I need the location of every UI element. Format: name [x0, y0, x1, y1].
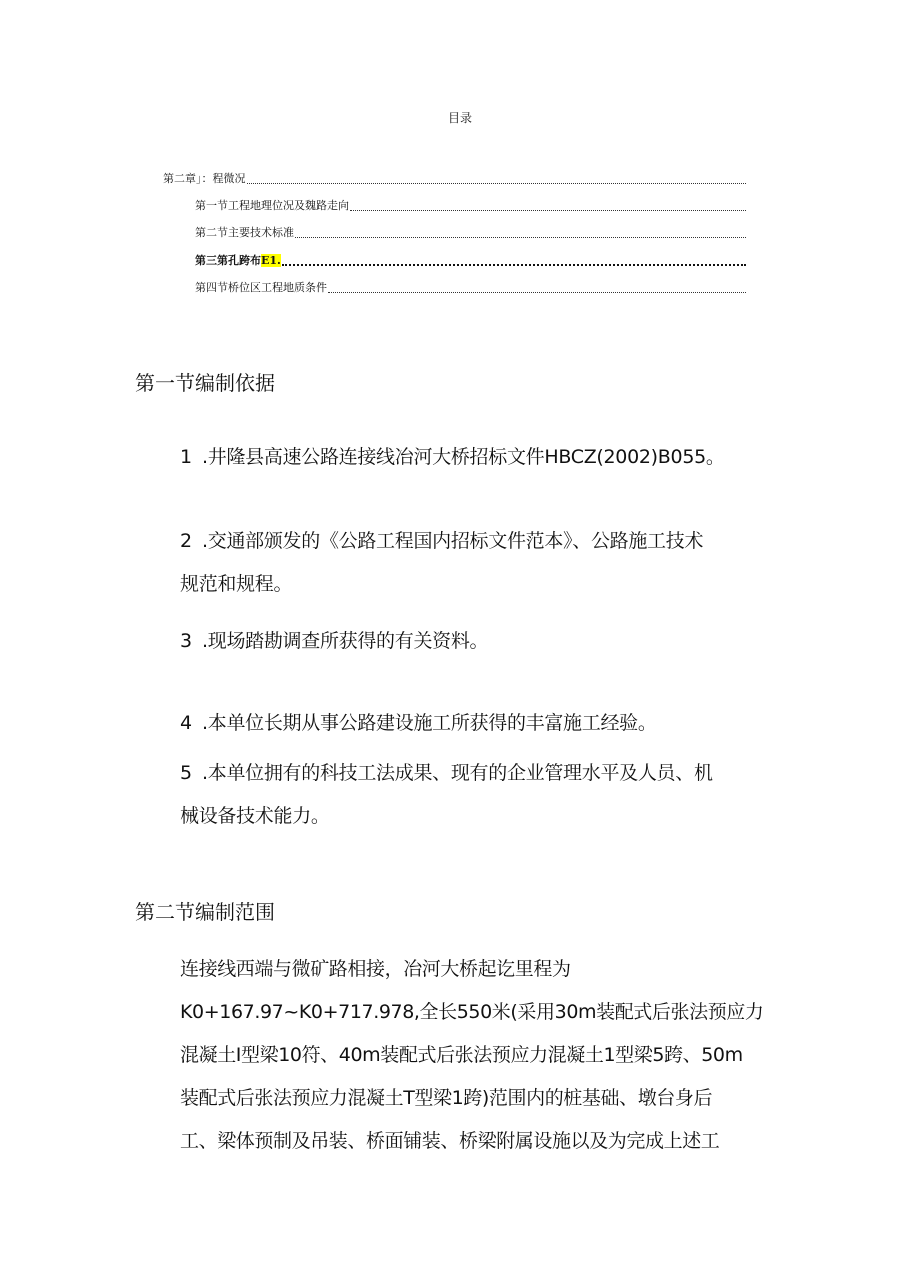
item-text: .本单位长期从事公路建设施工所获得的丰富施工经验。	[202, 712, 657, 734]
toc-entry[interactable]	[163, 171, 746, 187]
toc-entry-label: 第四节桥位区工程地质条件	[195, 281, 327, 294]
item-number: 4	[180, 712, 192, 734]
toc-entry-label: 第一节工程地理位况及魏路走向	[195, 199, 349, 212]
section-heading: 第一节编制依据	[135, 371, 275, 395]
scope-paragraph	[180, 948, 785, 1163]
item-number: 3	[180, 630, 192, 652]
item-text: .井隆县高速公路连接线冶河大桥招标文件HBCZ(2002)B055。	[202, 446, 725, 468]
paragraph-line: 混凝土I型梁10符、40m装配式后张法预应力混凝土1型梁5跨、50m	[180, 1044, 743, 1066]
basis-item	[180, 752, 780, 838]
item-number: 1	[180, 446, 192, 468]
toc-entry[interactable]	[195, 253, 746, 269]
item-text: 规范和规程。	[180, 573, 293, 595]
toc-entry-label: 第二章」：程微况	[163, 172, 246, 185]
toc-entry-label-prefix: 第三第孔跨布	[195, 254, 261, 267]
item-text: .交通部颁发的《公路工程国内招标文件范本》、公路施工技术	[202, 530, 704, 552]
basis-item	[180, 436, 780, 479]
toc-entry[interactable]	[195, 280, 746, 296]
toc-entry[interactable]	[195, 225, 746, 241]
paragraph-line: 工、梁体预制及吊装、桥面铺装、桥梁附属设施以及为完成上述工	[180, 1130, 720, 1152]
toc-leader-dots	[247, 182, 747, 184]
paragraph-line: 连接线西端与微矿路相接，冶河大桥起讫里程为	[180, 958, 571, 980]
item-text: 械设备技术能力。	[180, 805, 330, 827]
basis-item	[180, 520, 780, 606]
toc-entry-label: 第二节主要技术标准	[195, 226, 294, 239]
item-number: 2	[180, 530, 192, 552]
toc-leader-dots	[295, 236, 746, 238]
section-heading: 第二节编制范围	[135, 900, 275, 924]
highlighted-text: E1.	[261, 254, 281, 267]
toc-entry[interactable]	[195, 198, 746, 214]
toc-leader-dots	[350, 209, 746, 211]
toc-leader-dots	[328, 291, 746, 293]
toc-title: 目录	[447, 111, 472, 125]
toc-entry-label	[195, 253, 281, 269]
basis-item	[180, 620, 780, 663]
paragraph-line: 装配式后张法预应力混凝土T型梁1跨)范围内的桩基础、墩台身后	[180, 1087, 713, 1109]
paragraph-line: K0+167.97~K0+717.978,全长550米(采用30m装配式后张法预应力	[180, 1001, 764, 1023]
basis-item	[180, 702, 780, 745]
item-text: .本单位拥有的科技工法成果、现有的企业管理水平及人员、机	[202, 762, 713, 784]
item-text: .现场踏勘调查所获得的有关资料。	[202, 630, 489, 652]
item-number: 5	[180, 762, 192, 784]
toc-leader-dots	[282, 263, 746, 266]
